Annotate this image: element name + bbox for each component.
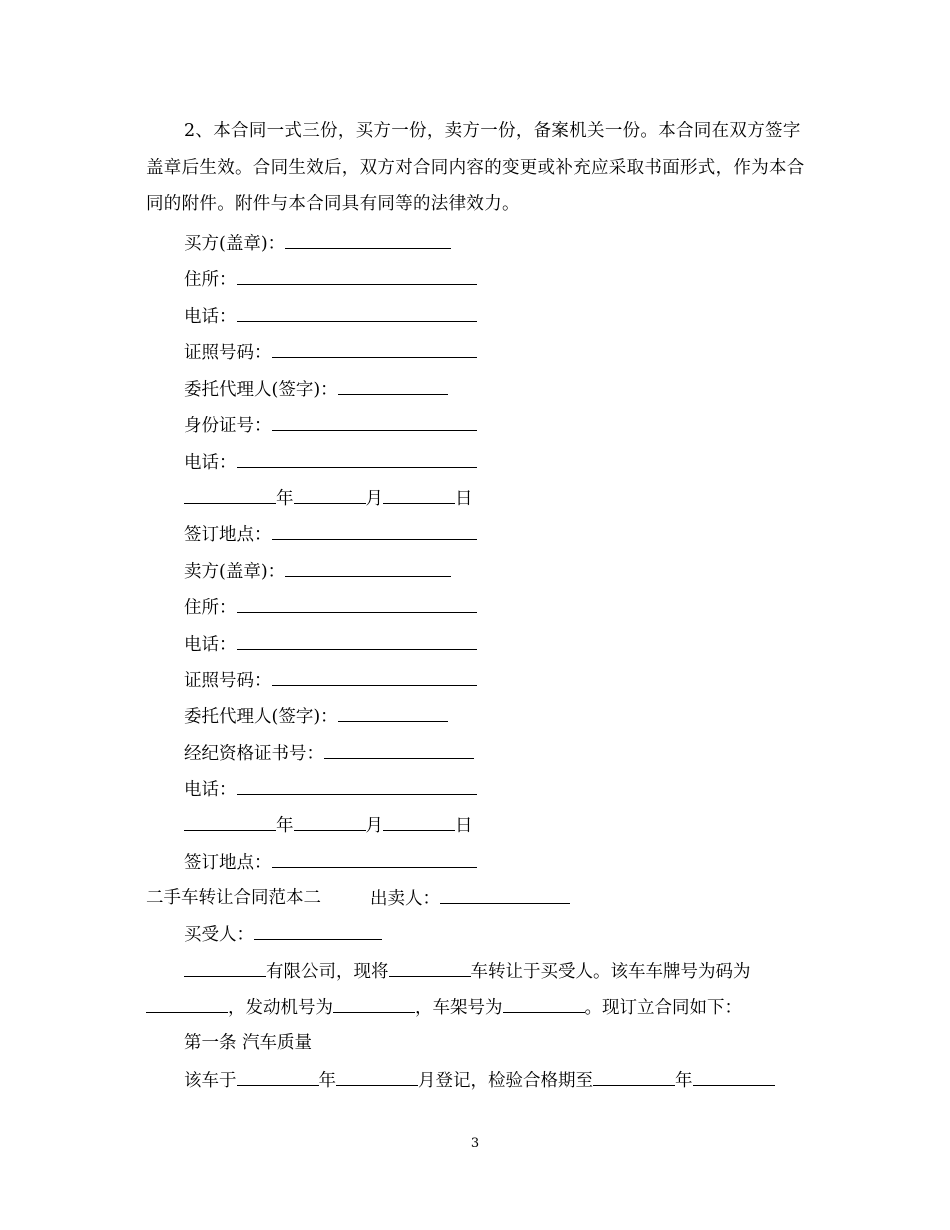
- template2-title: 二手车转让合同范本二: [146, 888, 321, 908]
- page-number: 3: [470, 1136, 480, 1151]
- buyer-license-label: 证照号码：: [184, 343, 272, 363]
- valid-until-month-blank[interactable]: [693, 1068, 775, 1086]
- seller-agent-blank[interactable]: [338, 704, 448, 722]
- seller-date-line: [184, 813, 473, 837]
- seller-seal-label: 卖方(盖章)：: [184, 562, 286, 582]
- seller-year-label: 年: [276, 816, 294, 836]
- buyer-phone-blank[interactable]: [237, 304, 477, 322]
- template2-intro-line2: [146, 995, 742, 1019]
- engine-number-blank[interactable]: [333, 995, 415, 1013]
- seller-broker-line: [184, 741, 474, 765]
- buyer-agent-label: 委托代理人(签字)：: [184, 380, 338, 400]
- buyer-year-blank[interactable]: [184, 486, 276, 504]
- seller-broker-label: 经纪资格证书号：: [184, 744, 324, 764]
- buyer-phone2-label: 电话：: [184, 453, 237, 473]
- buyer-month-label: 月: [365, 489, 383, 509]
- article1-title-line: [184, 1031, 312, 1055]
- valid-until-year-blank[interactable]: [593, 1068, 675, 1086]
- buyer-phone-line: [184, 304, 477, 328]
- buyer-id-line: [184, 413, 477, 437]
- intro-text-a: 有限公司，现将: [266, 962, 389, 982]
- seller-phone-blank[interactable]: [237, 632, 477, 650]
- buyer-phone2-blank[interactable]: [237, 450, 477, 468]
- template2-intro-line1: [184, 959, 751, 983]
- article1-title: 第一条 汽车质量: [184, 1033, 313, 1053]
- company-name-blank[interactable]: [184, 959, 266, 977]
- template2-buyer-label: 买受人：: [184, 925, 254, 945]
- buyer-place-label: 签订地点：: [184, 525, 272, 545]
- article1-text-b: 月登记，检验合格期至: [418, 1071, 593, 1091]
- intro-text-d: ，车架号为: [415, 998, 503, 1018]
- buyer-phone-label: 电话：: [184, 307, 237, 327]
- seller-license-label: 证照号码：: [184, 671, 272, 691]
- intro-text-e: 。现订立合同如下：: [584, 998, 742, 1018]
- buyer-seal-blank[interactable]: [285, 231, 451, 249]
- seller-phone2-line: [184, 777, 477, 801]
- buyer-date-line: [184, 486, 473, 510]
- seller-license-blank[interactable]: [272, 668, 477, 686]
- buyer-address-line: [184, 267, 477, 291]
- buyer-place-line: [184, 522, 477, 546]
- buyer-month-blank[interactable]: [294, 486, 366, 504]
- seller-seal-line: [184, 559, 451, 583]
- template2-seller-blank[interactable]: [440, 886, 570, 904]
- template2-seller-label: 出卖人：: [370, 889, 440, 909]
- buyer-place-blank[interactable]: [272, 522, 477, 540]
- seller-address-label: 住所：: [184, 598, 237, 618]
- frame-number-blank[interactable]: [503, 995, 585, 1013]
- article1-text-a: 该车于: [184, 1071, 237, 1091]
- seller-agent-label: 委托代理人(签字)：: [184, 707, 338, 727]
- seller-phone-line: [184, 632, 477, 656]
- seller-month-blank[interactable]: [294, 813, 366, 831]
- clause-paragraph-2: 2、本合同一式三份，买方一份，卖方一份，备案机关一份。本合同在双方签字盖章后生效。合同生效后，双方对合同内容的变更或补充应采取书面形式，作为本合同的附件。附件与本合同具有同等的法律效力。: [146, 121, 805, 214]
- seller-phone2-blank[interactable]: [237, 777, 477, 795]
- buyer-seal-line: [184, 231, 451, 255]
- seller-month-label: 月: [365, 816, 383, 836]
- article1-line: [184, 1068, 775, 1092]
- article1-year2-label: 年: [675, 1071, 693, 1091]
- buyer-license-line: [184, 340, 477, 364]
- buyer-day-label: 日: [455, 489, 473, 509]
- seller-license-line: [184, 668, 477, 692]
- seller-year-blank[interactable]: [184, 813, 276, 831]
- seller-broker-blank[interactable]: [324, 741, 474, 759]
- intro-text-b: 车转让于买受人。该车车牌号为码为: [470, 962, 751, 982]
- template2-buyer-line: [184, 922, 382, 946]
- buyer-day-blank[interactable]: [383, 486, 455, 504]
- buyer-address-blank[interactable]: [237, 267, 477, 285]
- seller-phone2-label: 电话：: [184, 780, 237, 800]
- buyer-id-blank[interactable]: [272, 413, 477, 431]
- seller-place-label: 签订地点：: [184, 853, 272, 873]
- seller-day-blank[interactable]: [383, 813, 455, 831]
- buyer-id-label: 身份证号：: [184, 416, 272, 436]
- buyer-license-blank[interactable]: [272, 340, 477, 358]
- seller-seal-blank[interactable]: [285, 559, 451, 577]
- template2-seller-line: [370, 886, 570, 910]
- vehicle-blank[interactable]: [389, 959, 471, 977]
- buyer-phone2-line: [184, 450, 477, 474]
- seller-place-blank[interactable]: [272, 850, 477, 868]
- seller-place-line: [184, 850, 477, 874]
- buyer-year-label: 年: [276, 489, 294, 509]
- seller-day-label: 日: [455, 816, 473, 836]
- plate-number-blank[interactable]: [146, 995, 228, 1013]
- buyer-agent-line: [184, 377, 448, 401]
- article1-year-label: 年: [318, 1071, 336, 1091]
- buyer-agent-blank[interactable]: [338, 377, 448, 395]
- register-month-blank[interactable]: [336, 1068, 418, 1086]
- template2-buyer-blank[interactable]: [254, 922, 382, 940]
- register-year-blank[interactable]: [237, 1068, 319, 1086]
- buyer-seal-label: 买方(盖章)：: [184, 234, 286, 254]
- intro-text-c: ，发动机号为: [228, 998, 333, 1018]
- seller-address-blank[interactable]: [237, 595, 477, 613]
- seller-address-line: [184, 595, 477, 619]
- template2-title-line: [146, 886, 321, 910]
- seller-agent-line: [184, 704, 448, 728]
- buyer-address-label: 住所：: [184, 270, 237, 290]
- seller-phone-label: 电话：: [184, 635, 237, 655]
